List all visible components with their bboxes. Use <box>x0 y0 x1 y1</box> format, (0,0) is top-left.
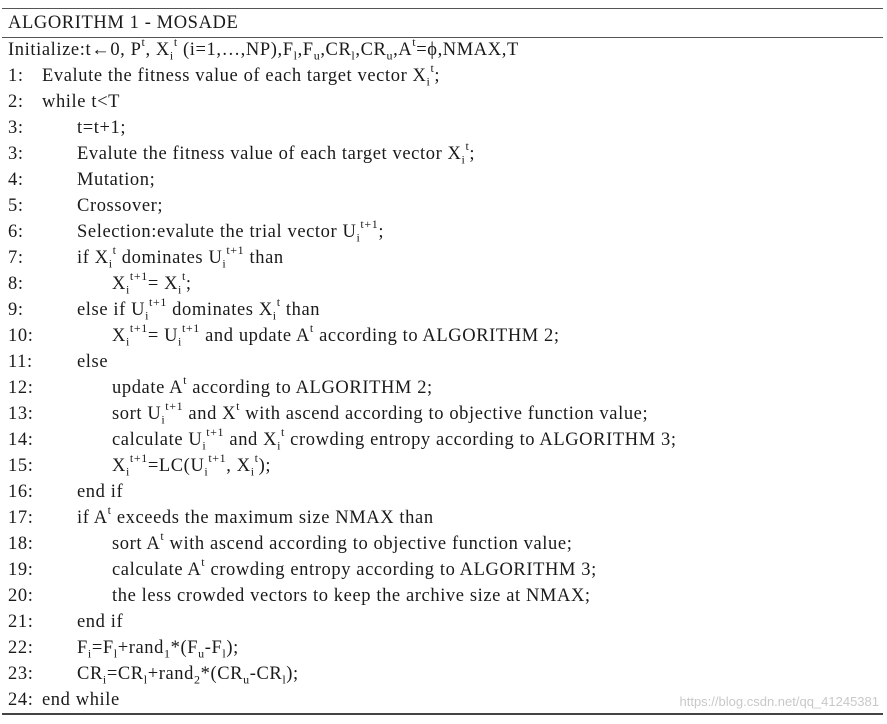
line-number: 20: <box>8 586 34 606</box>
line-number: 11: <box>8 352 33 372</box>
line-number: 21: <box>8 612 34 632</box>
line-text: end while <box>42 690 120 710</box>
line-number: 3: <box>8 118 24 138</box>
algorithm-line <box>8 372 878 401</box>
line-text: calculate $U_i^{t+1}$ and $X_i^t$ crowding entropy according to ALGORITHM 3; <box>112 424 677 453</box>
line-text: sort $A^t$ with ascend according to objective function value; <box>112 528 573 554</box>
algorithm-line <box>8 528 878 557</box>
line-number: 13: <box>8 404 34 424</box>
line-text: end if <box>77 482 124 502</box>
line-number: 16: <box>8 482 34 502</box>
line-number: 4: <box>8 170 24 190</box>
line-text: Mutation; <box>77 170 156 190</box>
algorithm-line <box>8 216 878 245</box>
line-number: 7: <box>8 248 24 268</box>
line-number: 12: <box>8 378 34 398</box>
line-text: t=t+1; <box>77 118 127 138</box>
line-number: 19: <box>8 560 34 580</box>
algorithm-line <box>8 60 878 89</box>
algorithm-line <box>8 609 878 635</box>
line-number: 6: <box>8 222 24 242</box>
line-text: Selection:evalute the trial vector $U_i^{t+1}$; <box>77 216 385 245</box>
line-text: $X_i^{t+1}= U_i^{t+1}$ and update $A^t$ according to ALGORITHM 2; <box>112 320 560 349</box>
line-text: $X_i^{t+1}=LC(U_i^{t+1}$, $X_i^t$); <box>112 450 272 479</box>
algorithm-line <box>8 349 878 375</box>
line-number: 3: <box>8 144 24 164</box>
line-text: update $A^t$ according to ALGORITHM 2; <box>112 372 433 398</box>
line-number: 10: <box>8 326 34 346</box>
algorithm-line <box>8 193 878 219</box>
line-number: 15: <box>8 456 34 476</box>
line-text: calculate $A^t$ crowding entropy according to ALGORITHM 3; <box>112 554 597 580</box>
algorithm-line <box>8 167 878 193</box>
algorithm-line <box>8 479 878 505</box>
algorithm-line <box>8 89 878 115</box>
line-text: else if $U_i^{t+1}$ dominates $X_i^t$ than <box>77 294 321 323</box>
algorithm-line <box>8 268 878 297</box>
line-text: else <box>77 352 109 372</box>
line-text: end if <box>77 612 124 632</box>
top-rule <box>2 8 883 9</box>
line-text: Evalute the fitness value of each target vector $X_i^t$; <box>42 60 441 89</box>
line-number: 18: <box>8 534 34 554</box>
line-number: 2: <box>8 92 24 112</box>
algorithm-line <box>8 661 878 687</box>
line-text: Evalute the fitness value of each target vector $X_i^t$; <box>77 138 476 167</box>
line-number: 9: <box>8 300 24 320</box>
line-number: 1: <box>8 66 24 86</box>
line-text: $F_i=F_l+rand_1*(F_u-F_l)$; <box>77 638 239 661</box>
algorithm-title: ALGORITHM 1 - MOSADE <box>8 13 239 33</box>
line-number: 14: <box>8 430 34 450</box>
line-text: while t<T <box>42 92 120 112</box>
line-number: 5: <box>8 196 24 216</box>
algorithm-line <box>8 583 878 609</box>
bottom-rule <box>2 713 883 715</box>
line-text: the less crowded vectors to keep the archive size at NMAX; <box>112 586 591 606</box>
watermark: https://blog.csdn.net/qq_41245381 <box>679 694 879 709</box>
line-text: if $X_i^t$ dominates $U_i^{t+1}$ than <box>77 242 284 271</box>
line-number: 17: <box>8 508 34 528</box>
line-text: sort $U_i^{t+1}$ and $X^t$ with ascend according to objective function value; <box>112 398 649 427</box>
algorithm-line <box>8 242 878 271</box>
line-number: 22: <box>8 638 34 658</box>
algorithm-line <box>8 320 878 349</box>
algorithm-line <box>8 115 878 141</box>
initialize-text: Initialize:t←0, $P^t$, $X_i^t$ $(i=1,\dots,NP),F_l,F_u,CR_l,CR_u,A^t=\phi,NMAX,T$ <box>8 34 519 63</box>
line-number: 8: <box>8 274 24 294</box>
algorithm-line <box>8 502 878 531</box>
line-text: $X_i^{t+1}= X_i^t$; <box>112 268 192 297</box>
algorithm-line <box>8 554 878 583</box>
line-number: 23: <box>8 664 34 684</box>
algorithm-line <box>8 450 878 479</box>
line-number: 24: <box>8 690 34 710</box>
line-text: Crossover; <box>77 196 164 216</box>
algorithm-line <box>8 398 878 427</box>
line-text: if $A^t$ exceeds the maximum size NMAX than <box>77 502 434 528</box>
algorithm-line <box>8 294 878 323</box>
algorithm-line <box>8 635 878 661</box>
algorithm-line <box>8 138 878 167</box>
line-text: $CR_i=CR_l+rand_2*(CR_u-CR_l)$; <box>77 664 299 687</box>
algorithm-line <box>8 424 878 453</box>
